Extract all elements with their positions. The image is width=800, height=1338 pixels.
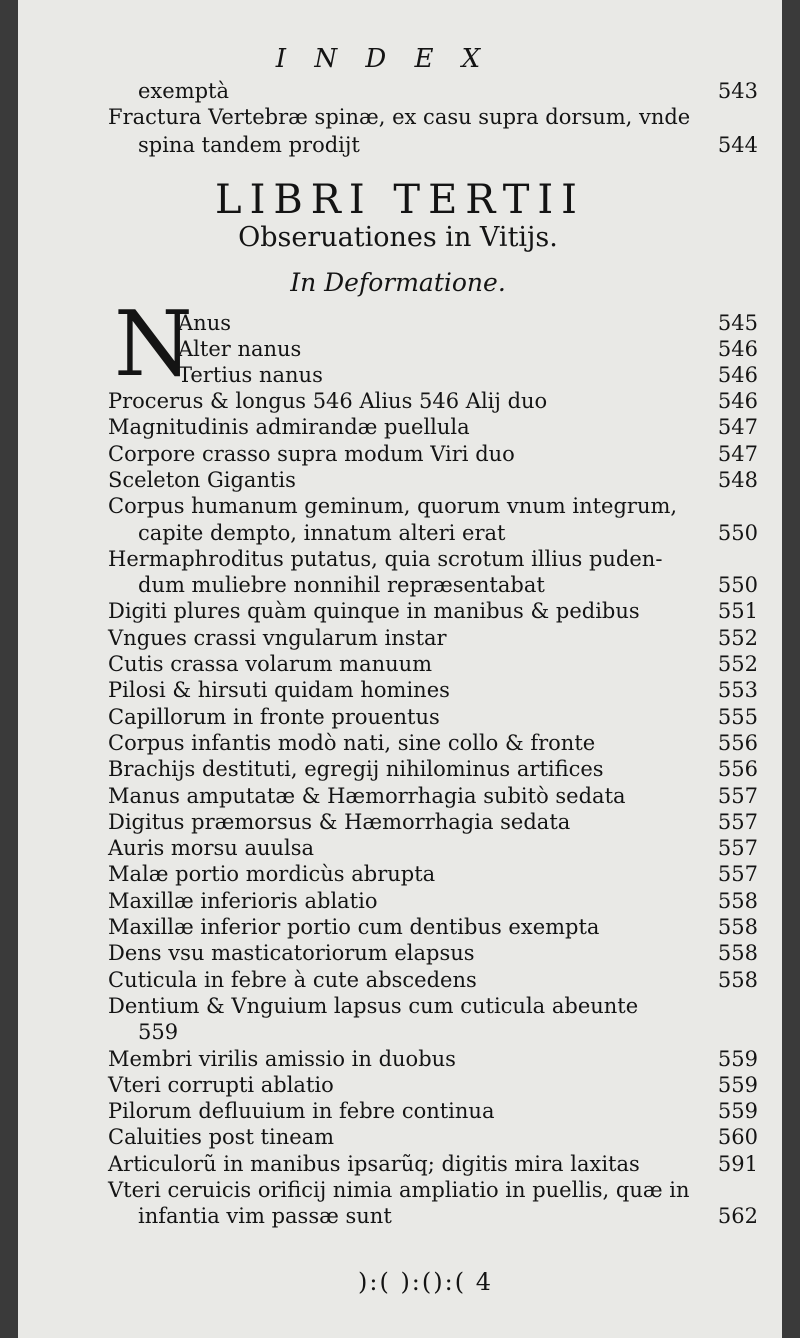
entry-text: Fractura Vertebræ spinæ, ex casu supra dorsum, vnde xyxy=(108,105,691,129)
entry-page-number: 559 xyxy=(717,1099,758,1124)
entry-text: Articulorũ in manibus ipsarũq; digitis mira laxitas xyxy=(108,1151,640,1176)
entry-text: Malæ portio mordicùs abrupta xyxy=(108,862,436,887)
entry-text: Auris morsu auulsa xyxy=(108,836,315,861)
index-entry xyxy=(108,888,758,914)
entry-text: Pilosi & hirsuti quidam homines xyxy=(108,678,450,703)
index-entry xyxy=(108,78,758,104)
entry-text: Anus xyxy=(178,311,231,335)
running-header: I N D E X xyxy=(275,44,491,74)
index-entry xyxy=(108,388,758,414)
entry-page-number: 557 xyxy=(717,862,758,887)
entry-text: Pilorum defluuium in febre continua xyxy=(108,1099,495,1124)
entry-page-number: 550 xyxy=(717,520,758,545)
entry-page-number: 548 xyxy=(717,467,758,492)
entry-page-number: 555 xyxy=(717,704,758,729)
entry-page-number: 552 xyxy=(717,652,758,676)
index-entry xyxy=(108,993,758,1019)
entry-page-number: 591 xyxy=(717,1151,758,1176)
entry-page-number: 557 xyxy=(717,809,758,834)
entry-text: Capillorum in fronte prouentus xyxy=(108,704,440,729)
entry-text: Digiti plures quàm quinque in manibus & pedibus xyxy=(108,599,640,624)
entry-text: Brachijs destituti, egregij nihilominus artifices xyxy=(108,757,604,782)
entry-page-number: 545 xyxy=(717,311,758,335)
entry-text: exemptà xyxy=(138,79,230,103)
section-subtitle: Obseruationes in Vitijs. xyxy=(238,222,558,253)
entry-text: 559 xyxy=(138,1020,179,1045)
index-entry xyxy=(108,1151,758,1177)
index-entry xyxy=(108,336,758,362)
entry-text: Cutis crassa volarum manuum xyxy=(108,652,433,676)
entry-text: Magnitudinis admirandæ puellula xyxy=(108,415,470,440)
entry-text: Vteri corrupti ablatio xyxy=(108,1072,334,1097)
entry-text: Digitus præmorsus & Hæmorrhagia sedata xyxy=(108,809,571,834)
entry-text: Hermaphroditus putatus, quia scrotum illius puden- xyxy=(108,546,663,571)
entry-page-number: 557 xyxy=(717,783,758,808)
index-entry xyxy=(108,467,758,493)
index-entry xyxy=(108,1203,758,1229)
entry-page-number: 560 xyxy=(717,1125,758,1150)
entry-page-number: 558 xyxy=(717,915,758,939)
entry-text: Maxillæ inferior portio cum dentibus exempta xyxy=(108,915,600,939)
entry-page-number: 558 xyxy=(717,967,758,992)
section-title: LIBRI TERTII xyxy=(215,177,585,223)
index-entry xyxy=(108,493,758,519)
index-entry xyxy=(108,861,758,887)
index-entry xyxy=(108,132,758,158)
index-entry xyxy=(108,1098,758,1124)
index-entry xyxy=(108,546,758,572)
index-entry xyxy=(108,441,758,467)
entry-page-number: 552 xyxy=(717,625,758,650)
entry-page-number: 559 xyxy=(717,1072,758,1097)
entry-text: Corpus infantis modò nati, sine collo & fronte xyxy=(108,730,596,755)
entry-text: Vngues crassi vngularum instar xyxy=(108,625,447,650)
index-entry xyxy=(108,1124,758,1150)
index-entry xyxy=(108,967,758,993)
entry-text: Tertius nanus xyxy=(178,363,323,387)
entry-text: Vteri ceruicis orificij nimia ampliatio in puellis, quæ in xyxy=(108,1178,690,1202)
entry-text: capite dempto, innatum alteri erat xyxy=(138,520,506,545)
entry-text: Dens vsu masticatoriorum elapsus xyxy=(108,941,475,966)
entry-page-number: 546 xyxy=(717,389,758,413)
entry-text: dum muliebre nonnihil repræsentabat xyxy=(138,573,545,598)
entry-page-number: 551 xyxy=(717,599,758,624)
entry-page-number: 547 xyxy=(717,415,758,440)
drop-cap: N xyxy=(114,292,193,397)
index-entry xyxy=(108,756,758,782)
entry-page-number: 546 xyxy=(717,337,758,361)
entry-page-number: 544 xyxy=(717,133,758,157)
entry-page-number: 547 xyxy=(717,441,758,466)
index-entry xyxy=(108,362,758,388)
entry-text: Membri virilis amissio in duobus xyxy=(108,1046,456,1071)
entry-text: Corpus humanum geminum, quorum vnum integrum, xyxy=(108,494,678,519)
entry-text: infantia vim passæ sunt xyxy=(138,1204,392,1229)
entry-text: Maxillæ inferioris ablatio xyxy=(108,888,378,913)
index-entry xyxy=(108,783,758,809)
index-entry xyxy=(108,730,758,756)
index-entry xyxy=(108,704,758,730)
index-entry xyxy=(108,835,758,861)
index-entry xyxy=(108,625,758,651)
page-signature: ):( ):():( 4 xyxy=(358,1268,493,1296)
entry-page-number: 558 xyxy=(717,888,758,913)
index-entry xyxy=(108,651,758,677)
index-entry xyxy=(108,914,758,940)
entry-text: spina tandem prodijt xyxy=(138,133,360,157)
entry-text: Manus amputatæ & Hæmorrhagia subitò sedata xyxy=(108,783,626,808)
entry-page-number: 559 xyxy=(717,1046,758,1071)
index-entry xyxy=(108,1019,758,1045)
index-entry xyxy=(108,1177,758,1203)
entry-page-number: 558 xyxy=(717,941,758,966)
entry-text: Alter nanus xyxy=(178,337,302,361)
section-subsubtitle: In Deformatione. xyxy=(290,268,506,297)
book-page xyxy=(18,0,782,1338)
entry-text: Procerus & longus 546 Alius 546 Alij duo xyxy=(108,389,548,413)
index-entry xyxy=(108,104,758,130)
index-entry xyxy=(108,414,758,440)
entry-text: Corpore crasso supra modum Viri duo xyxy=(108,441,515,466)
entry-page-number: 562 xyxy=(717,1204,758,1229)
index-entry xyxy=(108,809,758,835)
index-entry xyxy=(108,520,758,546)
entry-page-number: 557 xyxy=(717,836,758,861)
entry-text: Caluities post tineam xyxy=(108,1125,335,1150)
index-entry xyxy=(108,572,758,598)
entry-page-number: 543 xyxy=(717,79,758,103)
index-entry xyxy=(108,1046,758,1072)
entry-text: Dentium & Vnguium lapsus cum cuticula abeunte xyxy=(108,993,639,1018)
index-entry xyxy=(108,940,758,966)
index-entry xyxy=(108,598,758,624)
entry-text: Sceleton Gigantis xyxy=(108,467,296,492)
entry-page-number: 556 xyxy=(717,730,758,755)
index-entry xyxy=(108,1072,758,1098)
index-entry xyxy=(108,310,758,336)
entry-page-number: 553 xyxy=(717,678,758,703)
entry-text: Cuticula in febre à cute abscedens xyxy=(108,967,477,992)
entry-page-number: 550 xyxy=(717,573,758,598)
index-entry xyxy=(108,677,758,703)
entry-page-number: 546 xyxy=(717,363,758,387)
entry-page-number: 556 xyxy=(717,757,758,782)
